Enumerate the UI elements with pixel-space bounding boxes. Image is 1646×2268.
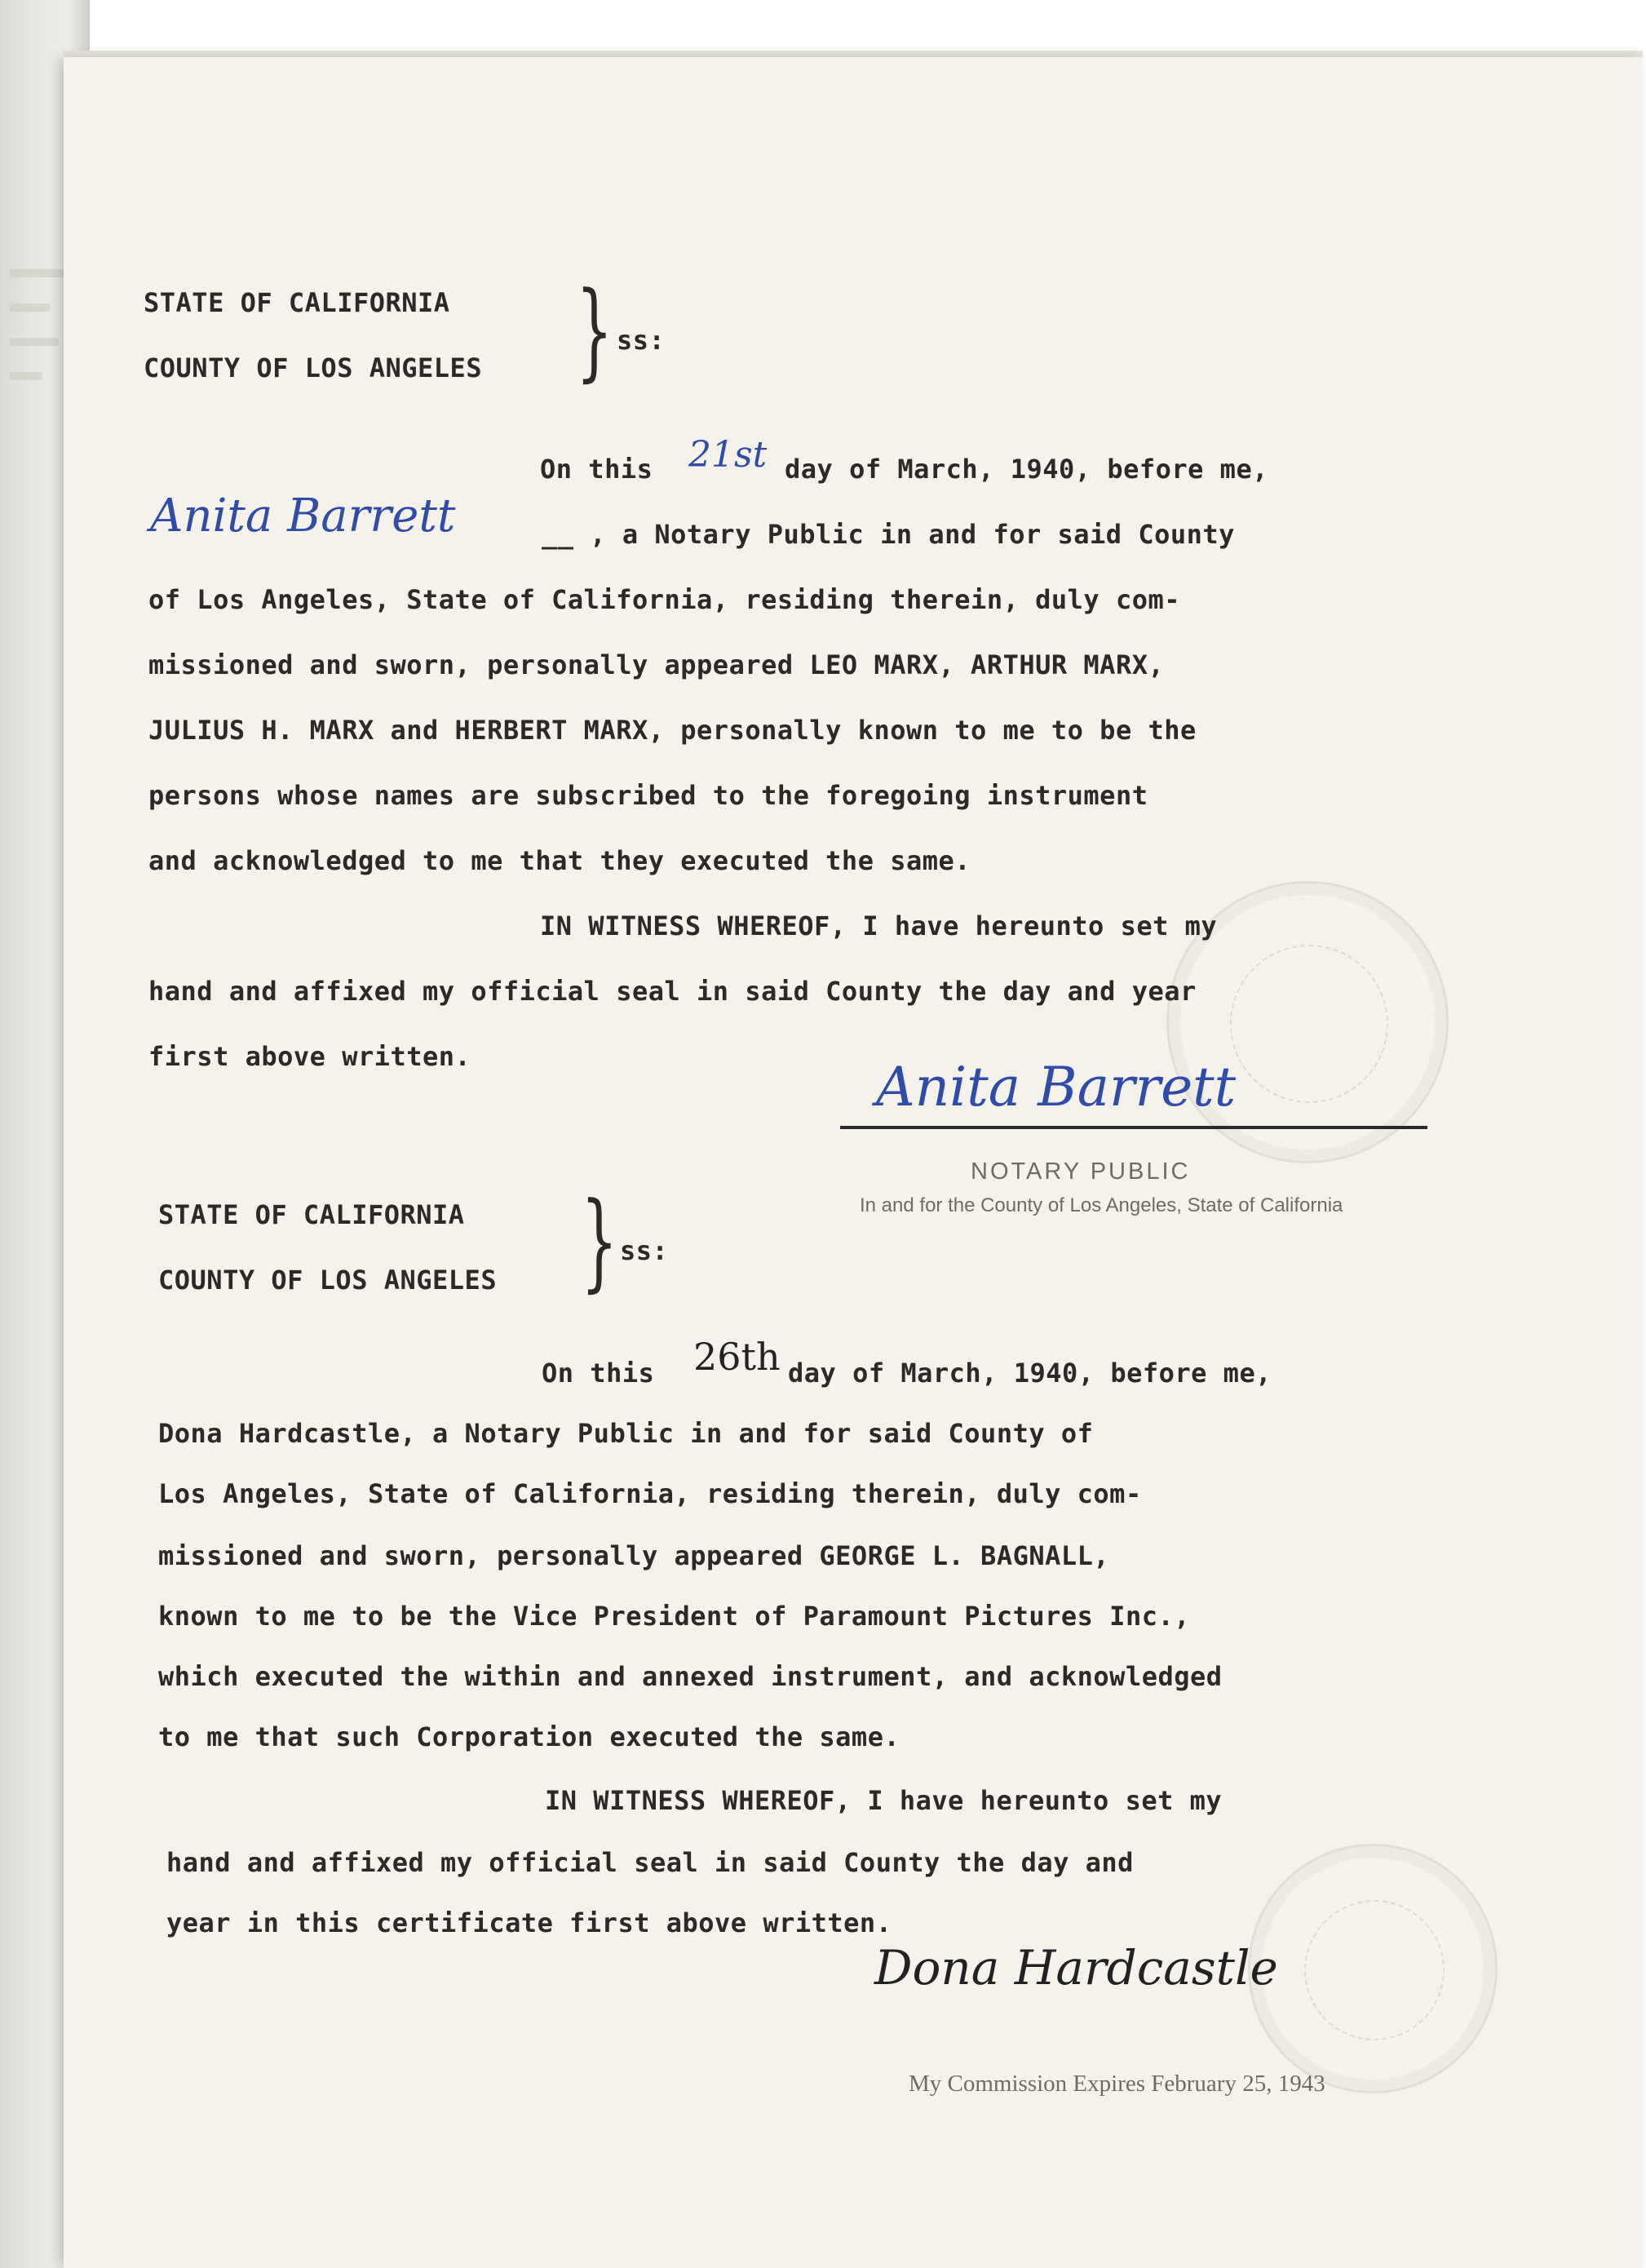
date-line-suffix: day of March, 1940, before me,	[785, 454, 1268, 485]
bleed-through-text	[10, 303, 51, 312]
notary-signature: Anita Barrett	[876, 1056, 1237, 1118]
venue-state: STATE OF CALIFORNIA	[158, 1199, 465, 1230]
body-line-4: missioned and sworn, personally appeared GEORGE L. BAGNALL,	[158, 1540, 1110, 1571]
date-line-prefix: On this	[540, 454, 653, 485]
handwritten-day: 21st	[688, 434, 768, 476]
body-line-5: known to me to be the Vice President of Paramount Pictures Inc.,	[158, 1601, 1190, 1632]
venue-brace: }	[576, 268, 613, 392]
bleed-through-text	[10, 372, 42, 380]
commission-expiration: My Commission Expires February 25, 1943	[909, 2071, 1325, 2097]
handwritten-day: 26th	[693, 1335, 781, 1379]
venue-ss: ss:	[620, 1235, 669, 1266]
notary-signature: Dona Hardcastle	[874, 1940, 1278, 1996]
body-line-10: year in this certificate first above written.	[166, 1907, 892, 1938]
body-line-6: which executed the within and annexed instrument, and acknowledged	[158, 1661, 1223, 1692]
body-line-2: Dona Hardcastle, a Notary Public in and for said County of	[158, 1418, 1094, 1449]
embossed-seal-2	[1248, 1844, 1498, 2093]
venue-county: COUNTY OF LOS ANGELES	[158, 1265, 498, 1296]
body-line-3: Los Angeles, State of California, residing therein, duly com-	[158, 1478, 1142, 1509]
body-line-10: first above written.	[148, 1041, 471, 1072]
bleed-through-text	[10, 338, 59, 346]
body-line-7: to me that such Corporation executed the same.	[158, 1721, 900, 1752]
body-line-6: persons whose names are subscribed to the foregoing instrument	[148, 780, 1148, 811]
body-line-9: hand and affixed my official seal in said County the day and year	[148, 976, 1197, 1007]
date-line-prefix: On this	[542, 1358, 655, 1389]
body-line-4: missioned and sworn, personally appeared LEO MARX, ARTHUR MARX,	[148, 649, 1165, 680]
witness-line: IN WITNESS WHEREOF, I have hereunto set my	[540, 910, 1218, 941]
notary-jurisdiction-label: In and for the County of Los Angeles, State of California	[860, 1194, 1343, 1216]
notary-line: __ , a Notary Public in and for said County	[542, 519, 1235, 550]
body-line-3: of Los Angeles, State of California, residing therein, duly com-	[148, 584, 1180, 615]
notary-public-label: NOTARY PUBLIC	[971, 1158, 1191, 1185]
body-line-9: hand and affixed my official seal in said County the day and	[166, 1847, 1134, 1878]
signature-line	[840, 1126, 1427, 1129]
date-line-suffix: day of March, 1940, before me,	[788, 1358, 1272, 1389]
venue-brace: }	[581, 1179, 618, 1303]
witness-line: IN WITNESS WHEREOF, I have hereunto set my	[545, 1785, 1223, 1816]
body-line-5: JULIUS H. MARX and HERBERT MARX, personally known to me to be the	[148, 715, 1197, 746]
venue-county: COUNTY OF LOS ANGELES	[144, 352, 483, 383]
body-line-7: and acknowledged to me that they executed the same.	[148, 845, 971, 876]
venue-ss: ss:	[617, 325, 666, 356]
bleed-through-text	[10, 269, 67, 277]
handwritten-notary-name: Anita Barrett	[150, 489, 456, 543]
venue-state: STATE OF CALIFORNIA	[144, 287, 450, 318]
